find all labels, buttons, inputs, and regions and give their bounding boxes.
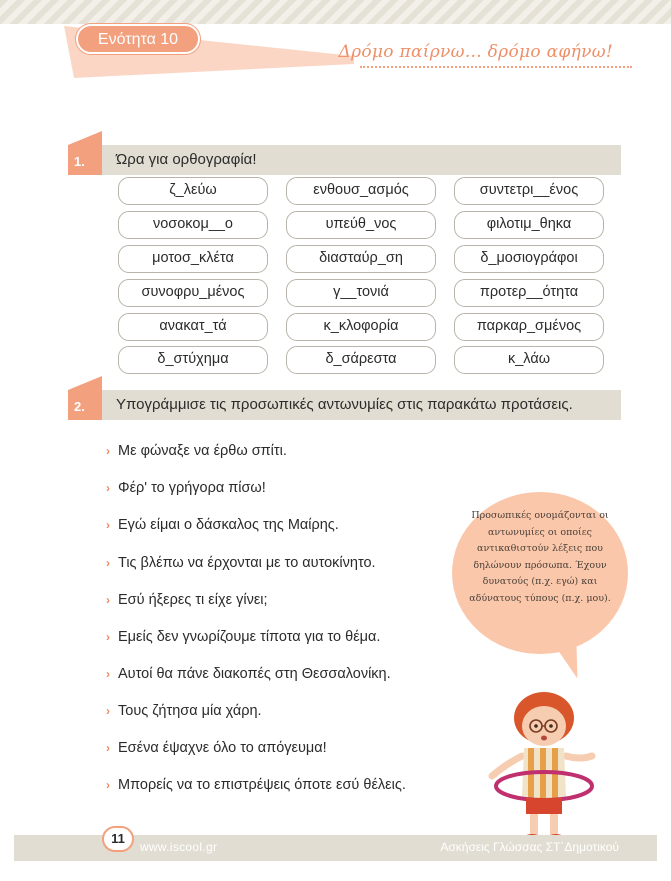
sentence-item[interactable] xyxy=(106,440,287,462)
footer-book-title: Ασκήσεις Γλώσσας ΣΤ΄Δημοτικού xyxy=(440,840,619,854)
word-box[interactable]: συνοφρυ_μένος xyxy=(118,279,268,307)
sentence-text: Εσύ ήξερες τι είχε γίνει; xyxy=(118,592,268,608)
sentence-text: Με φώναξε να έρθω σπίτι. xyxy=(118,443,287,459)
word-box[interactable]: προτερ__ότητα xyxy=(454,279,604,307)
sentence-text: Εσένα έψαχνε όλο το απόγευμα! xyxy=(118,740,327,756)
sentence-item[interactable] xyxy=(106,477,266,499)
exercise-1-header xyxy=(68,145,621,175)
word-box[interactable]: γ__τονιά xyxy=(286,279,436,307)
sentence-item[interactable] xyxy=(106,774,406,796)
sentence-text: Εμείς δεν γνωρίζουμε τίποτα για το θέμα. xyxy=(118,629,381,645)
bullet-icon: › xyxy=(106,593,110,607)
sentence-item[interactable] xyxy=(106,626,380,648)
page-title: Δρόμο παίρνω... δρόμο αφήνω! xyxy=(338,42,613,62)
sentence-item[interactable] xyxy=(106,700,262,722)
unit-label: Ενότητα 10 xyxy=(76,24,200,54)
word-box[interactable]: ενθουσ_ασμός xyxy=(286,177,436,205)
word-box[interactable]: δ_σάρεστα xyxy=(286,346,436,374)
word-box[interactable]: συντετρι__ένος xyxy=(454,177,604,205)
sentence-item[interactable] xyxy=(106,737,327,759)
sentence-text: Εγώ είμαι ο δάσκαλος της Μαίρης. xyxy=(118,517,339,533)
sentence-item[interactable] xyxy=(106,589,268,611)
page-number: 11 xyxy=(102,826,134,852)
word-box[interactable]: δ_μοσιογράφοι xyxy=(454,245,604,273)
word-box[interactable]: ανακατ_τά xyxy=(118,313,268,341)
exercise-2-instruction: Υπογράμμισε τις προσωπικές αντωνυμίες στις παρακάτω προτάσεις. xyxy=(116,396,573,413)
word-box[interactable]: νοσοκομ__ο xyxy=(118,211,268,239)
word-box[interactable]: φιλοτιμ_θηκα xyxy=(454,211,604,239)
exercise-2-number-tab xyxy=(68,376,102,390)
word-box[interactable]: ζ_λεύω xyxy=(118,177,268,205)
top-decorative-stripe xyxy=(0,0,671,24)
word-box[interactable]: μοτοσ_κλέτα xyxy=(118,245,268,273)
bullet-icon: › xyxy=(106,481,110,495)
sentence-text: Τους ζήτησα μία χάρη. xyxy=(118,703,262,719)
sentence-text: Αυτοί θα πάνε διακοπές στη Θεσσαλονίκη. xyxy=(118,666,391,682)
sentence-text: Φέρ' το γρήγορα πίσω! xyxy=(118,480,266,496)
sentence-text: Τις βλέπω να έρχονται με το αυτοκίνητο. xyxy=(118,555,376,571)
sentence-item[interactable] xyxy=(106,514,339,536)
word-box[interactable]: διασταύρ_ση xyxy=(286,245,436,273)
word-box[interactable]: παρκαρ_σμένος xyxy=(454,313,604,341)
cartoon-kid-illustration xyxy=(486,686,596,846)
bullet-icon: › xyxy=(106,444,110,458)
bullet-icon: › xyxy=(106,556,110,570)
word-box[interactable]: δ_στύχημα xyxy=(118,346,268,374)
exercise-1-instruction: Ώρα για ορθογραφία! xyxy=(116,151,257,168)
note-text: Προσωπικές ονομάζονται οι αντωνυμίες οι οποίες αντικαθιστούν λέξεις που δηλώνουν πρόσωπα. Έχουν δυνατούς (π.χ. εγώ) και αδύνατους τύπους (π.χ. μου). xyxy=(469,510,611,604)
bullet-icon: › xyxy=(106,518,110,532)
bullet-icon: › xyxy=(106,667,110,681)
sentence-item[interactable] xyxy=(106,663,391,685)
exercise-1-number-tab xyxy=(68,131,102,145)
bullet-icon: › xyxy=(106,741,110,755)
exercise-2-header xyxy=(68,390,621,420)
word-box[interactable]: κ_λάω xyxy=(454,346,604,374)
exercise-2-number: 2. xyxy=(68,390,102,420)
exercise-1-number: 1. xyxy=(68,145,102,175)
header-dotted-line xyxy=(360,66,632,68)
word-box[interactable]: υπεύθ_νος xyxy=(286,211,436,239)
word-box[interactable]: κ_κλοφορία xyxy=(286,313,436,341)
bullet-icon: › xyxy=(106,704,110,718)
bullet-icon: › xyxy=(106,778,110,792)
footer-url[interactable]: www.iscool.gr xyxy=(140,840,218,854)
bullet-icon: › xyxy=(106,630,110,644)
sentence-item[interactable] xyxy=(106,552,376,574)
sentence-text: Μπορείς να το επιστρέψεις όποτε εσύ θέλεις. xyxy=(118,777,406,793)
